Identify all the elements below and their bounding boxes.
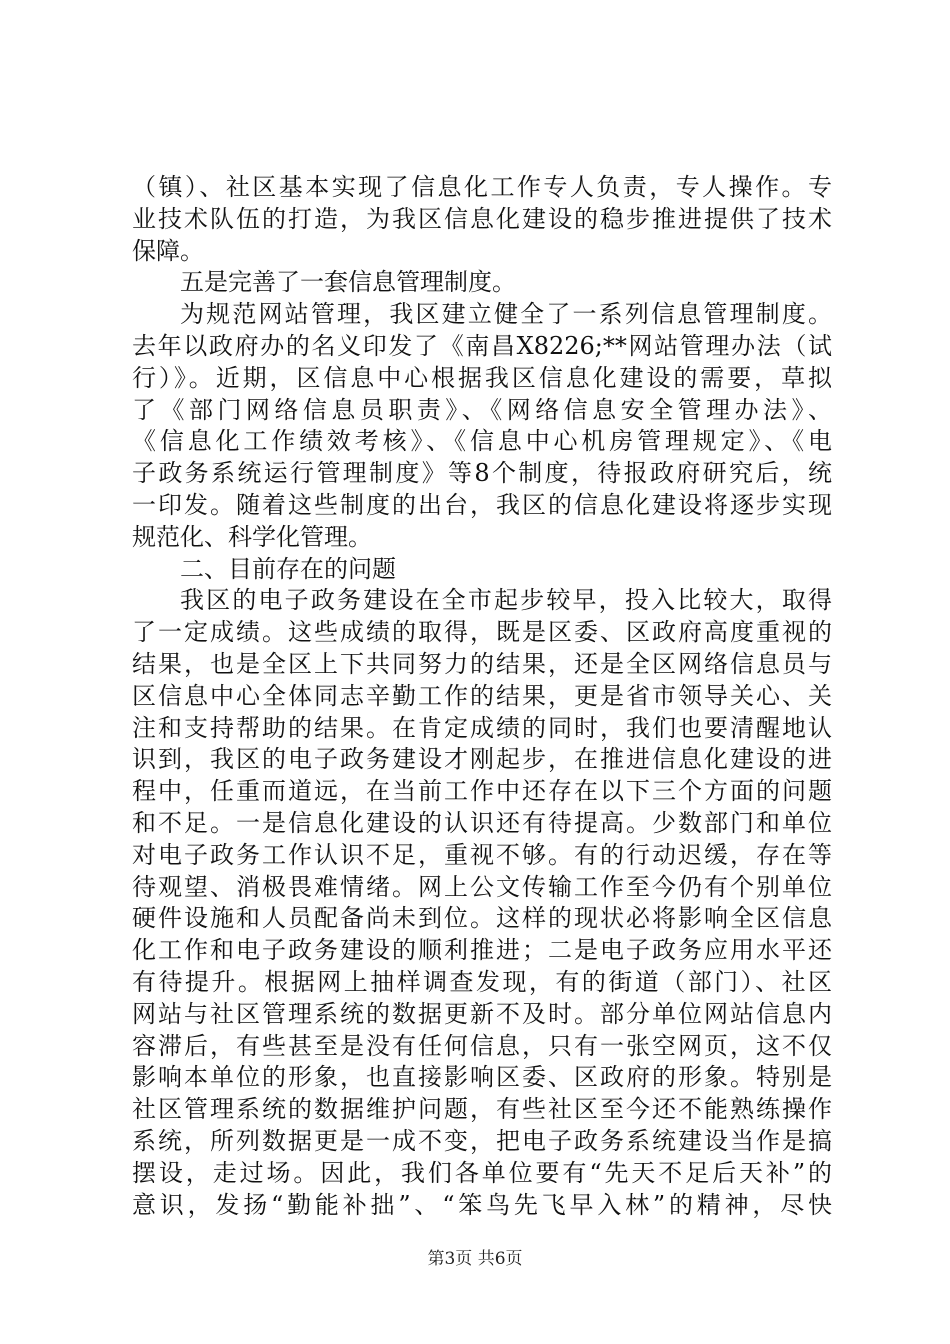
text-line: 硬件设施和人员配备尚未到位。这样的现状必将影响全区信息 xyxy=(132,904,832,933)
text-line: （镇）、社区基本实现了信息化工作专人负责，专人操作。专 xyxy=(132,173,832,201)
text-line: 意识，发扬“勤能补拙”、“笨鸟先飞早入林”的精神，尽快 xyxy=(132,1190,832,1219)
text-line: 业技术队伍的打造，为我区信息化建设的稳步推进提供了技术 xyxy=(132,204,832,233)
text-line: 保障。 xyxy=(132,236,204,265)
text-line: 我区的电子政务建设在全市起步较早，投入比较大，取得 xyxy=(180,586,832,615)
text-line: 社区管理系统的数据维护问题，有些社区至今还不能熟练操作 xyxy=(132,1095,832,1124)
text-line: 影响本单位的形象，也直接影响区委、区政府的形象。特别是 xyxy=(132,1063,832,1092)
text-line: 识到，我区的电子政务建设才刚起步，在推进信息化建设的进 xyxy=(132,745,832,774)
text-line: 《信息化工作绩效考核》、《信息中心机房管理规定》、《电 xyxy=(132,427,832,456)
text-line: 规范化、科学化管理。 xyxy=(132,522,372,551)
text-line: 了一定成绩。这些成绩的取得，既是区委、区政府高度重视的 xyxy=(132,618,832,647)
text-line: 对电子政务工作认识不足，重视不够。有的行动迟缓，存在等 xyxy=(132,840,832,869)
page-footer: 第3页 共6页 xyxy=(427,1249,523,1269)
text-line: 去年以政府办的名义印发了《南昌X8226;**网站管理办法（试 xyxy=(132,331,832,360)
text-line: 系统，所列数据更是一成不变，把电子政务系统建设当作是搞 xyxy=(132,1126,832,1155)
text-line: 区信息中心全体同志辛勤工作的结果，更是省市领导关心、关 xyxy=(132,681,832,710)
text-line: 注和支持帮助的结果。在肯定成绩的同时，我们也要清醒地认 xyxy=(132,713,832,742)
text-line: 程中，任重而道远，在当前工作中还存在以下三个方面的问题 xyxy=(132,777,832,806)
text-line: 子政务系统运行管理制度》等8个制度，待报政府研究后，统 xyxy=(132,459,832,488)
text-line: 和不足。一是信息化建设的认识还有待提高。少数部门和单位 xyxy=(132,808,832,837)
text-line: 结果，也是全区上下共同努力的结果，还是全区网络信息员与 xyxy=(132,649,832,678)
text-line: 网站与社区管理系统的数据更新不及时。部分单位网站信息内 xyxy=(132,999,832,1028)
text-line: 五是完善了一套信息管理制度。 xyxy=(180,268,516,297)
text-line: 了《部门网络信息员职责》、《网络信息安全管理办法》、 xyxy=(132,395,832,424)
text-line: 待观望、消极畏难情绪。网上公文传输工作至今仍有个别单位 xyxy=(132,872,832,901)
text-line: 一印发。随着这些制度的出台，我区的信息化建设将逐步实现 xyxy=(132,490,832,519)
text-line: 为规范网站管理，我区建立健全了一系列信息管理制度。 xyxy=(180,300,832,329)
text-line: 摆设，走过场。因此，我们各单位要有“先天不足后天补”的 xyxy=(132,1158,832,1187)
text-line: 有待提升。根据网上抽样调查发现，有的街道（部门）、社区 xyxy=(132,967,832,996)
text-line: 化工作和电子政务建设的顺利推进；二是电子政务应用水平还 xyxy=(132,936,832,965)
text-line: 容滞后，有些甚至是没有任何信息，只有一张空网页，这不仅 xyxy=(132,1031,832,1060)
text-line: 二、目前存在的问题 xyxy=(180,554,396,583)
text-line: 行）》。近期，区信息中心根据我区信息化建设的需要，草拟 xyxy=(132,363,832,392)
document-body xyxy=(132,172,832,1221)
